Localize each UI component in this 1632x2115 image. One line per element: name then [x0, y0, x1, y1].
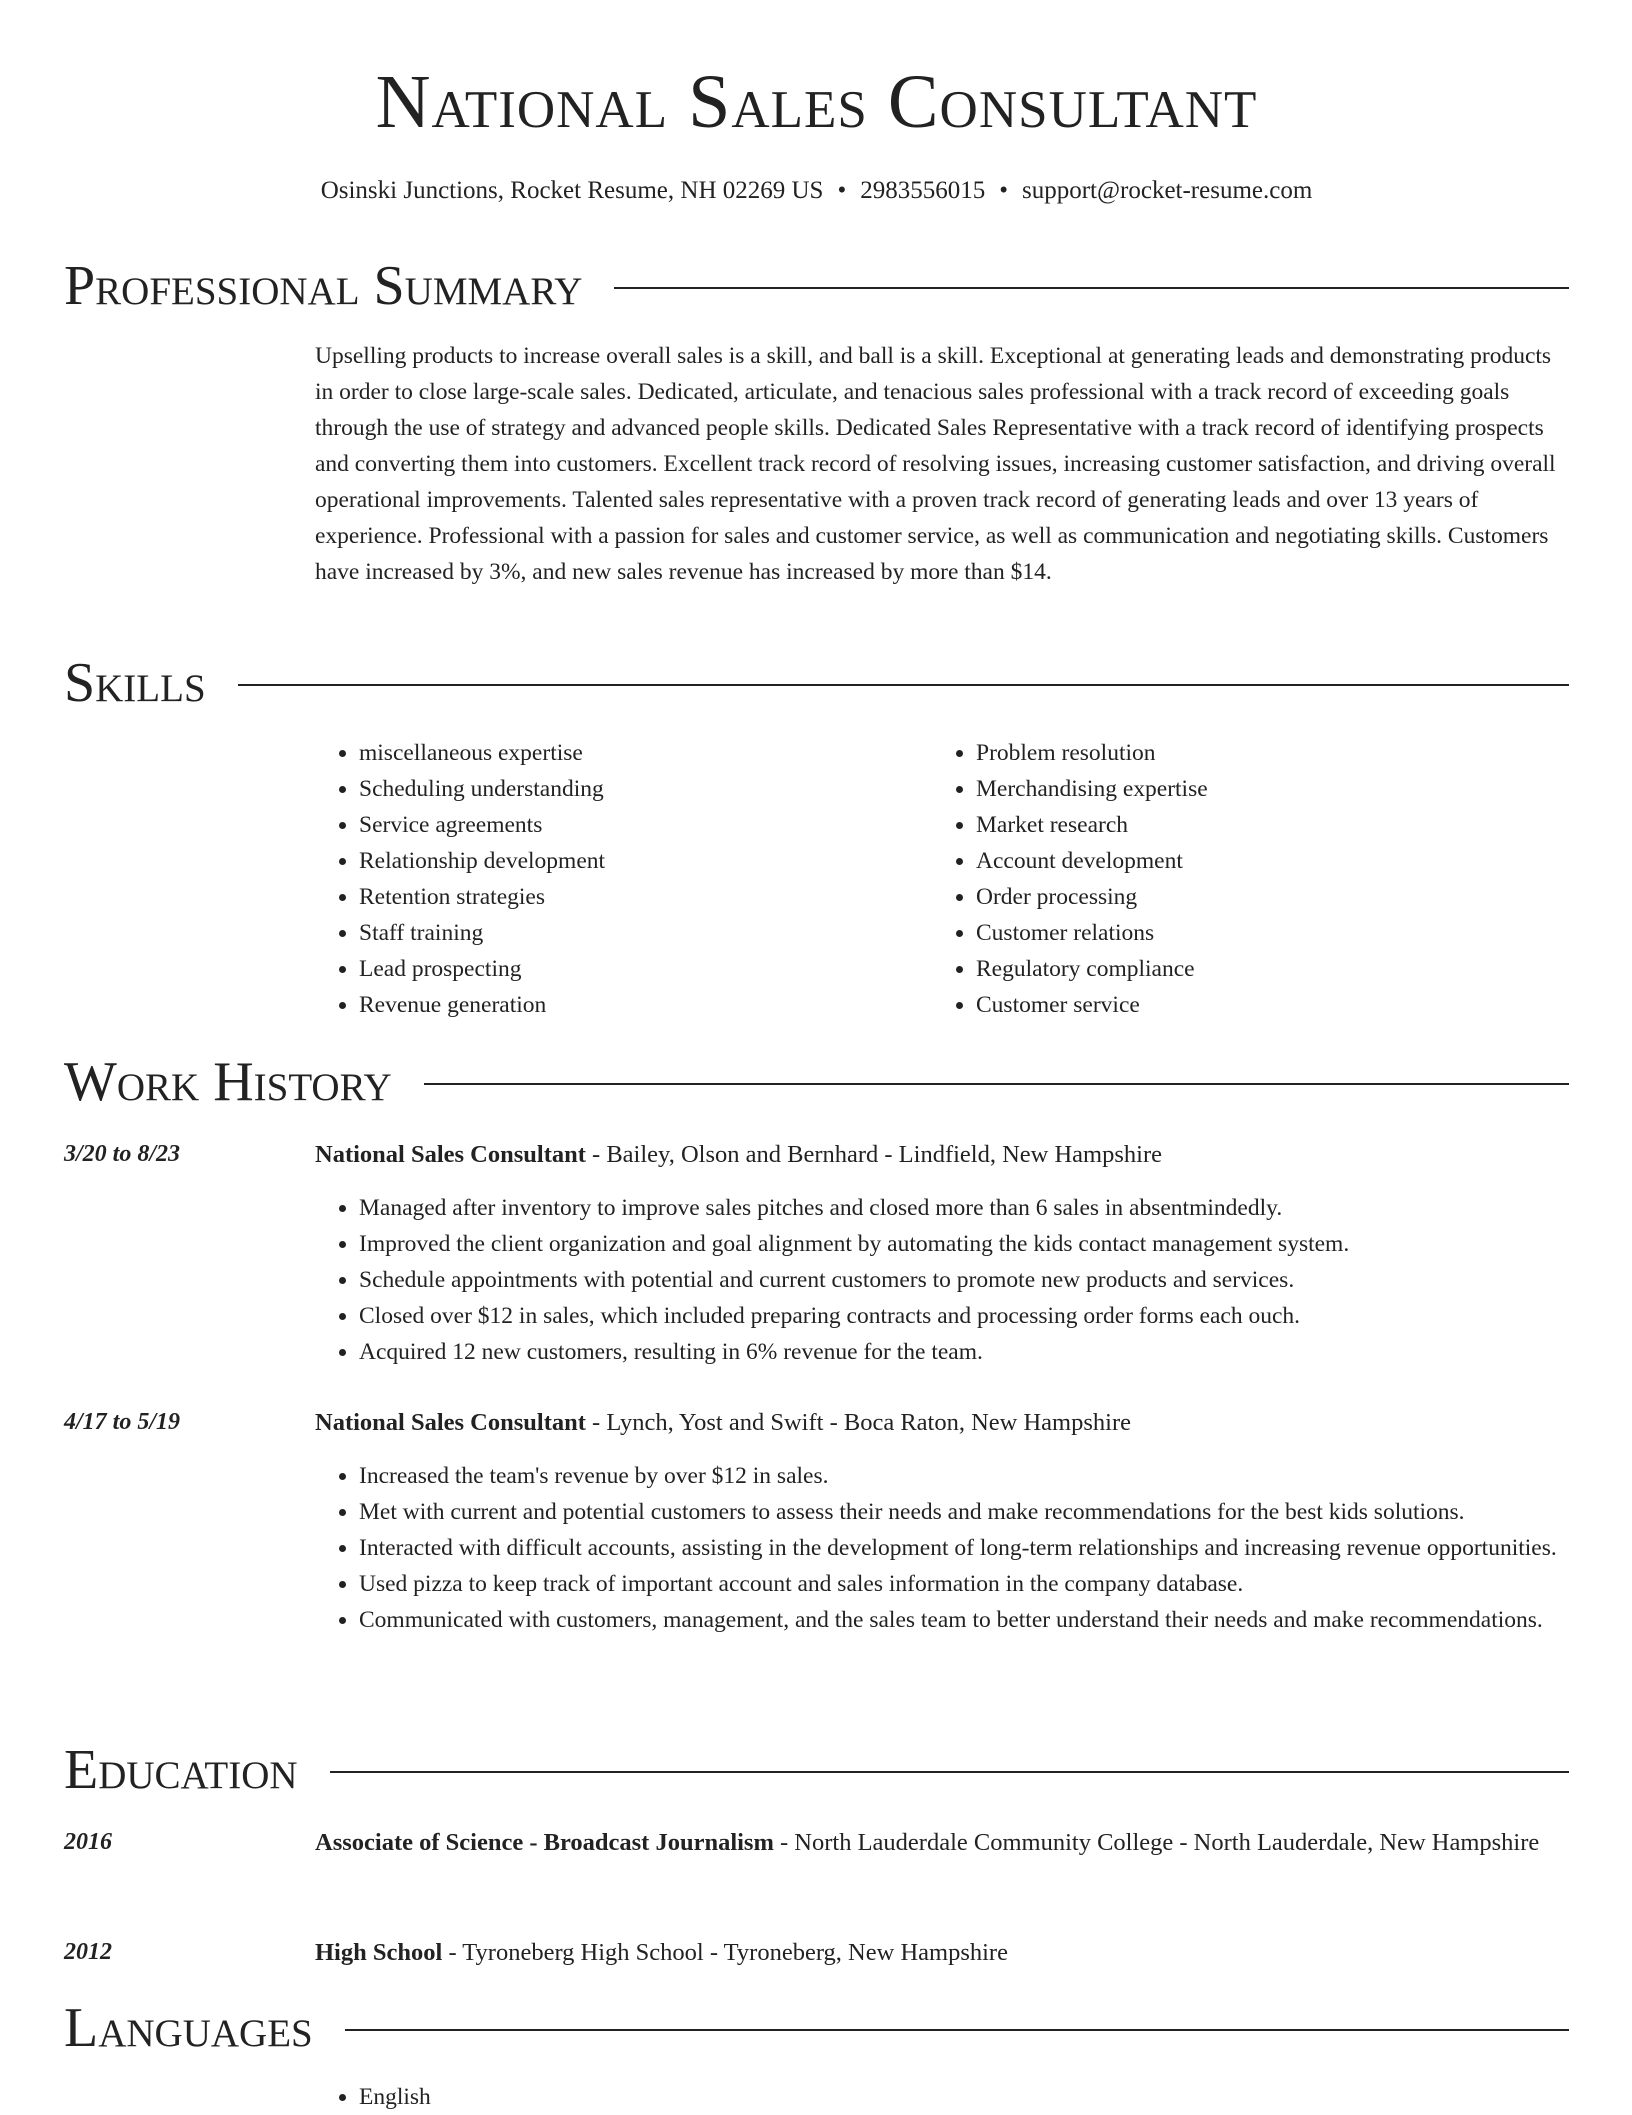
- summary-section: [315, 338, 1569, 590]
- languages-section: [315, 2079, 1569, 2115]
- job-bullet: • Interacted with difficult accounts, assisting in the development of long-term relationships and increasing revenue opportunities.: [359, 1530, 1569, 1566]
- languages-heading: [64, 1998, 1569, 2058]
- job-bullets: [315, 1458, 1569, 1638]
- skill-item: • Customer relations: [976, 915, 1556, 951]
- summary-text: Upselling products to increase overall sales is a skill, and ball is a skill. Exceptional at generating leads and demonstrating products in order to close large-scale sales. Dedicated, articulate, and tenacious sales professional with a track record of exceeding goals through the use of strategy and advanced people skills. Dedicated Sales Representative with a track record of identifying prospects and converting them into customers. Excellent track record of resolving issues, increasing customer satisfaction, and driving overall operational improvements. Talented sales representative with a proven track record of generating leads and over 13 years of experience. Professional with a passion for sales and customer service, as well as communication and negotiating skills. Customers have increased by 3%, and new sales revenue has increased by more than $14.: [315, 343, 1556, 585]
- section-rule: [345, 2029, 1569, 2031]
- contact-address: Osinski Junctions, Rocket Resume, NH 02269 US: [320, 177, 824, 204]
- job-title: National Sales Consultant: [315, 1409, 586, 1436]
- education-degree: Associate of Science - Broadcast Journalism: [315, 1829, 774, 1856]
- contact-phone: 2983556015: [860, 177, 986, 204]
- education-entry: [315, 1824, 1569, 1862]
- section-rule: [424, 1083, 1569, 1085]
- skill-item: • Relationship development: [359, 843, 932, 879]
- job-dates: 4/17 to 5/19: [64, 1409, 181, 1435]
- skill-item: • Staff training: [359, 915, 932, 951]
- job-company: - Bailey, Olson and Bernhard - Lindfield, New Hampshire: [585, 1141, 1162, 1168]
- education-degree: High School: [315, 1939, 443, 1966]
- skill-item: • Service agreements: [359, 807, 932, 843]
- contact-email: support@rocket-resume.com: [1022, 177, 1313, 204]
- skills-list-right: [932, 735, 1556, 1023]
- languages-heading-text: Languages: [64, 1997, 313, 2059]
- job-entry: [315, 1136, 1569, 1370]
- work-history-heading: [64, 1052, 1569, 1112]
- job-entry: [315, 1404, 1569, 1638]
- skill-item: • Merchandising expertise: [976, 771, 1556, 807]
- skill-item: • Problem resolution: [976, 735, 1556, 771]
- skill-item: • miscellaneous expertise: [359, 735, 932, 771]
- skill-item: • Market research: [976, 807, 1556, 843]
- contact-line: [64, 174, 1569, 208]
- job-bullet: • Closed over $12 in sales, which included preparing contracts and processing order forms each ouch.: [359, 1298, 1569, 1334]
- skills-list-left: [315, 735, 932, 1023]
- skill-item: • Retention strategies: [359, 879, 932, 915]
- job-title-line: [315, 1136, 1569, 1174]
- skills-heading: [64, 653, 1569, 713]
- skill-item: • Order processing: [976, 879, 1556, 915]
- skill-item: • Customer service: [976, 987, 1556, 1023]
- summary-heading-text: Professional Summary: [64, 255, 583, 317]
- language-item: • English: [359, 2079, 1569, 2115]
- job-company: - Lynch, Yost and Swift - Boca Raton, New Hampshire: [585, 1409, 1131, 1436]
- skill-item: • Account development: [976, 843, 1556, 879]
- skills-grid: [315, 735, 1569, 1023]
- section-rule: [330, 1771, 1569, 1773]
- job-bullets: [315, 1190, 1569, 1370]
- job-bullet: • Improved the client organization and goal alignment by automating the kids contact management system.: [359, 1226, 1569, 1262]
- education-line: [315, 1934, 1569, 1972]
- education-school: - North Lauderdale Community College - North Lauderdale, New Hampshire: [773, 1829, 1540, 1856]
- skills-heading-text: Skills: [64, 652, 206, 714]
- skill-item: • Lead prospecting: [359, 951, 932, 987]
- education-heading: [64, 1740, 1569, 1800]
- work-history-heading-text: Work History: [64, 1051, 392, 1113]
- contact-separator: •: [999, 177, 1008, 204]
- languages-list: [315, 2079, 1569, 2115]
- job-title-line: [315, 1404, 1569, 1442]
- education-heading-text: Education: [64, 1739, 298, 1801]
- summary-heading: [64, 256, 1569, 316]
- contact-separator: •: [837, 177, 847, 204]
- skill-item: • Scheduling understanding: [359, 771, 932, 807]
- education-year: 2016: [64, 1829, 112, 1855]
- resume-name: National Sales Consultant: [375, 60, 1258, 144]
- job-bullet: • Schedule appointments with potential and current customers to promote new products and services.: [359, 1262, 1569, 1298]
- job-bullet: • Met with current and potential customers to assess their needs and make recommendations for the best kids solutions.: [359, 1494, 1569, 1530]
- job-bullet: • Used pizza to keep track of important account and sales information in the company database.: [359, 1566, 1569, 1602]
- job-bullet: • Increased the team's revenue by over $12 in sales.: [359, 1458, 1569, 1494]
- job-title: National Sales Consultant: [315, 1141, 586, 1168]
- education-year: 2012: [64, 1939, 112, 1965]
- education-school: - Tyroneberg High School - Tyroneberg, New Hampshire: [442, 1939, 1008, 1966]
- skill-item: • Regulatory compliance: [976, 951, 1556, 987]
- skills-section: [315, 735, 1569, 1023]
- job-dates: 3/20 to 8/23: [64, 1141, 181, 1167]
- job-bullet: • Communicated with customers, management, and the sales team to better understand their needs and make recommendations.: [359, 1602, 1569, 1638]
- skill-item: • Revenue generation: [359, 987, 932, 1023]
- education-line: [315, 1824, 1569, 1862]
- education-entry: [315, 1934, 1569, 1972]
- section-rule: [614, 287, 1569, 289]
- job-bullet: • Acquired 12 new customers, resulting in 6% revenue for the team.: [359, 1334, 1569, 1370]
- job-bullet: • Managed after inventory to improve sales pitches and closed more than 6 sales in absentmindedly.: [359, 1190, 1569, 1226]
- section-rule: [238, 684, 1569, 686]
